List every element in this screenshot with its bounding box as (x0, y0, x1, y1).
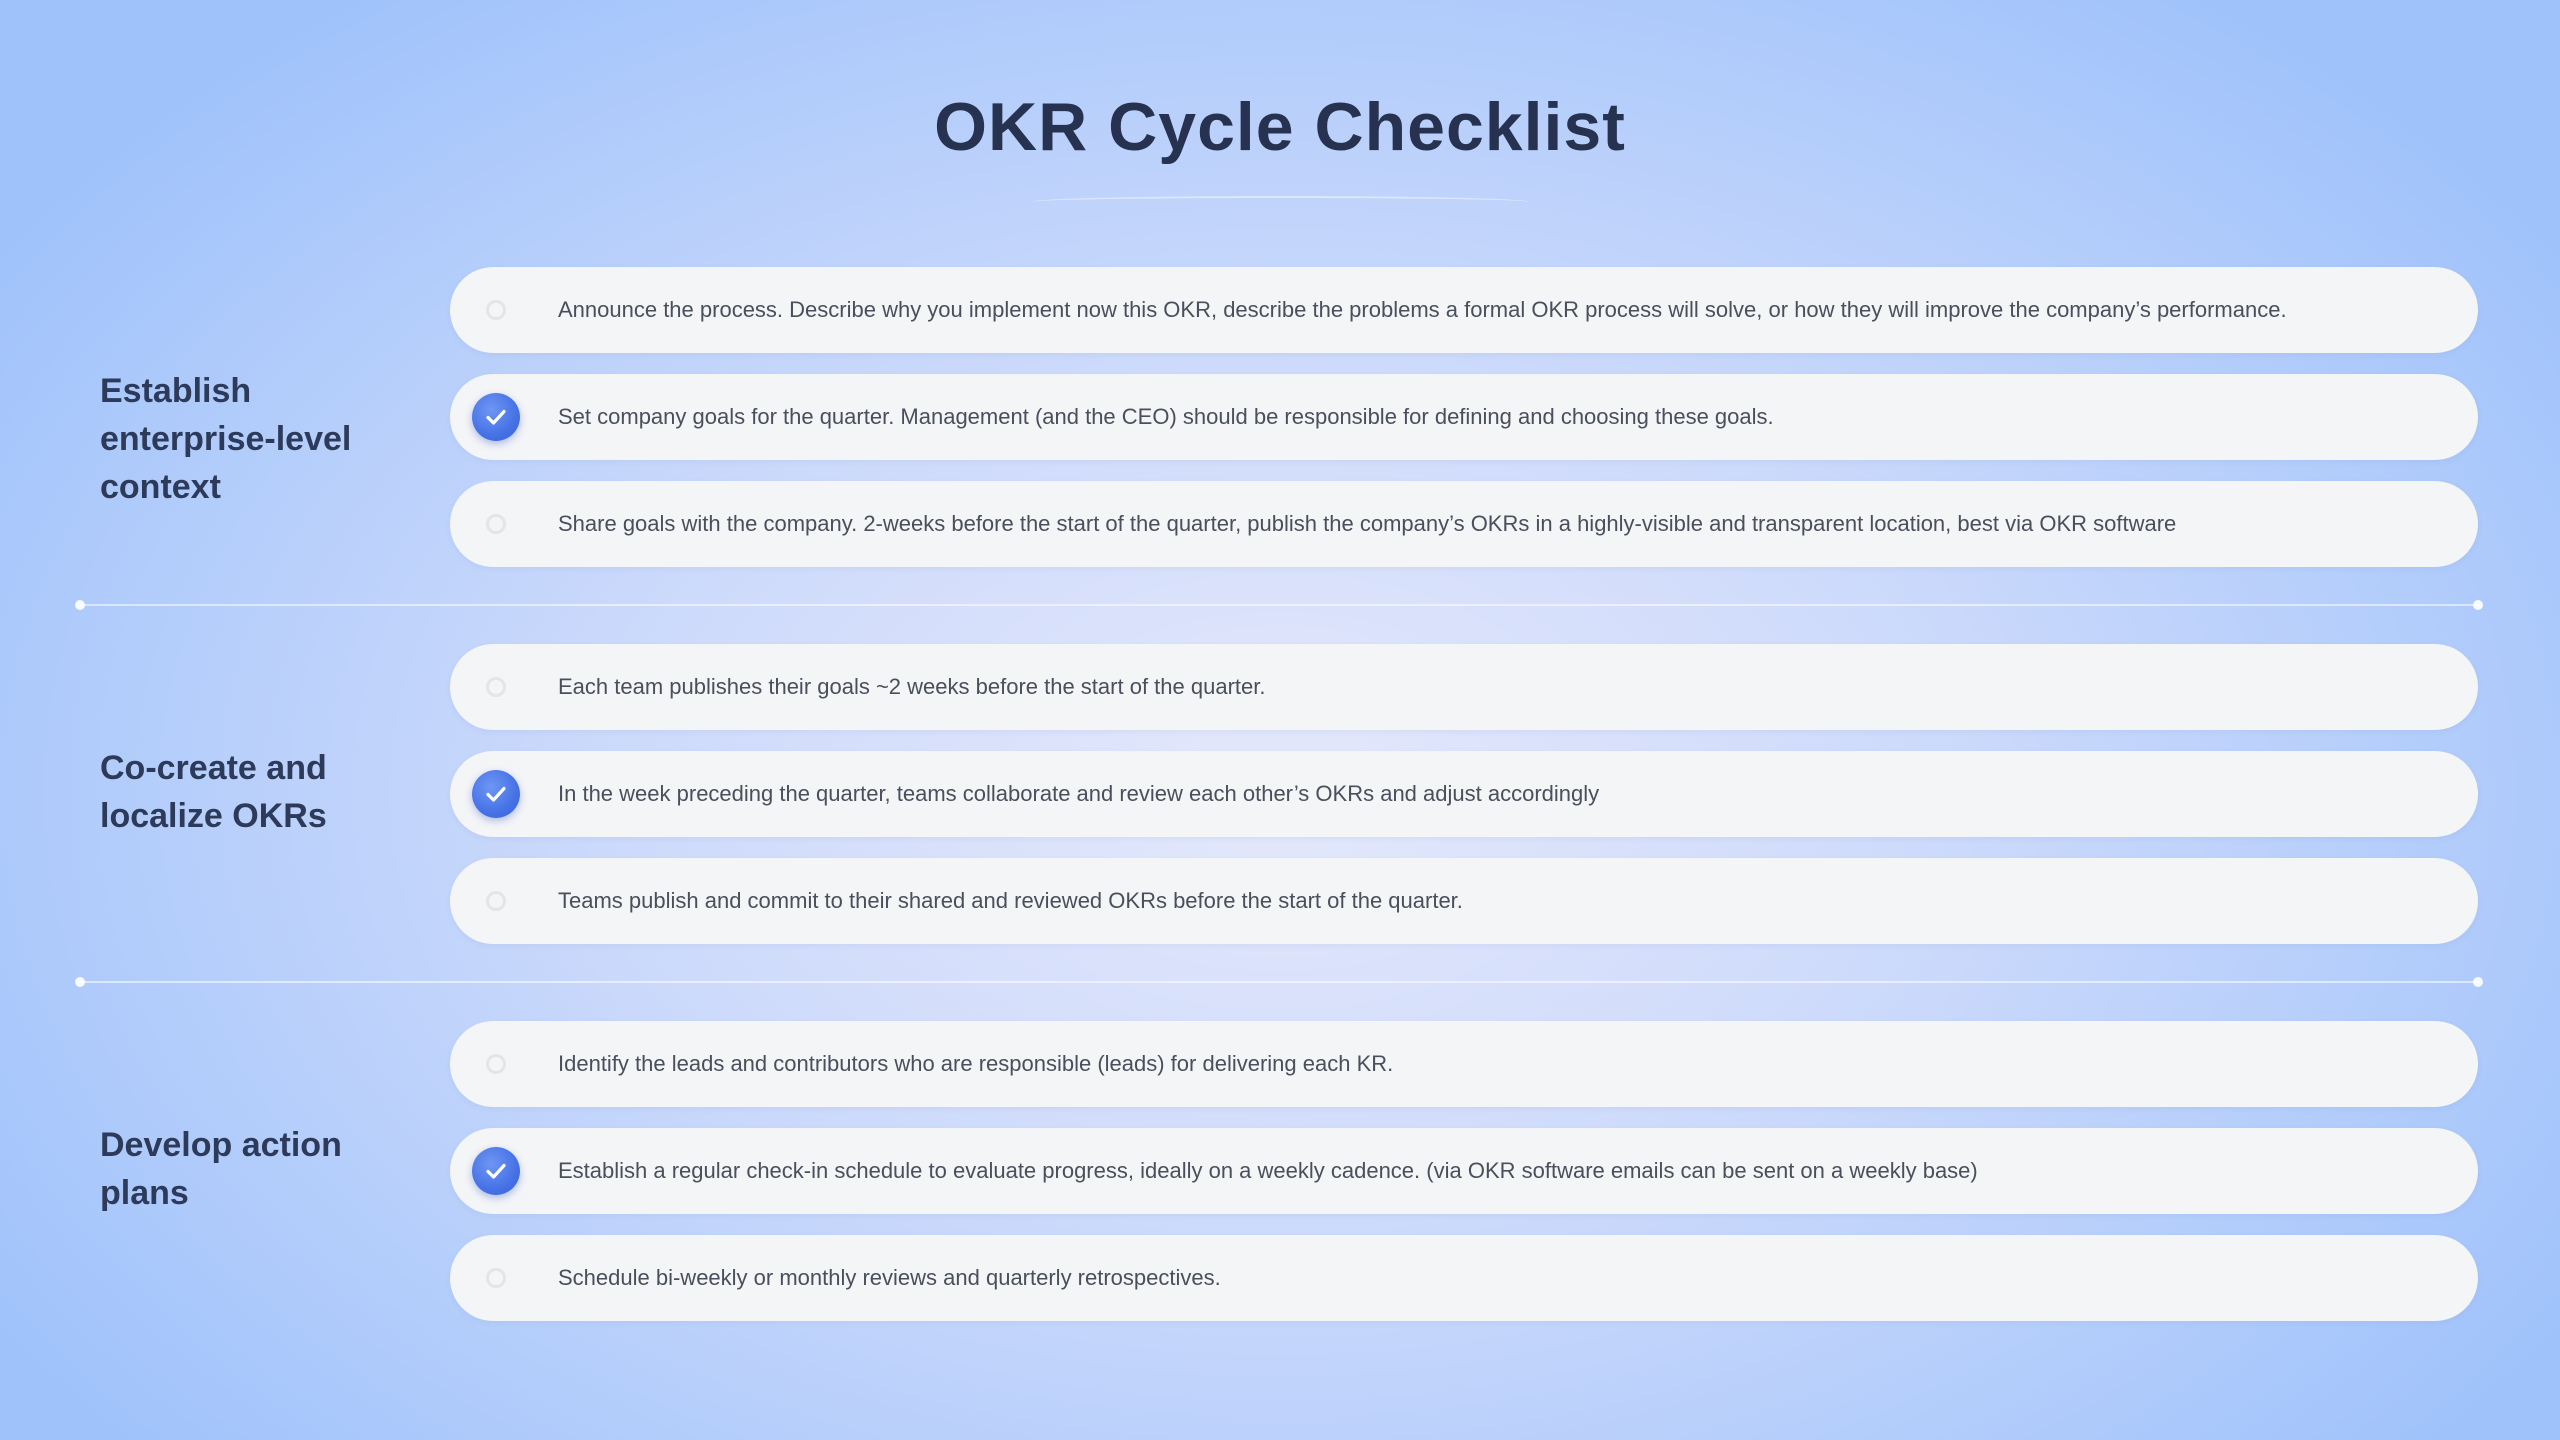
section-enterprise-context (0, 267, 2560, 627)
section-label: Co-create and localize OKRs (100, 749, 327, 835)
checklist-item-text: Schedule bi-weekly or monthly reviews and quarterly retrospectives. (558, 1265, 1221, 1290)
checkbox-unchecked[interactable] (472, 877, 520, 925)
checkmark-icon (483, 1158, 509, 1184)
title-decoration (1030, 196, 1530, 208)
checkbox-unchecked[interactable] (472, 1040, 520, 1088)
section-label: Develop action plans (100, 1126, 342, 1212)
checkbox-unchecked[interactable] (472, 1254, 520, 1302)
empty-circle-icon (486, 1268, 506, 1288)
empty-circle-icon (486, 1054, 506, 1074)
checklist-item[interactable] (450, 1021, 2478, 1107)
empty-circle-icon (486, 677, 506, 697)
checklist-item-text: Identify the leads and contributors who are responsible (leads) for delivering each KR. (558, 1051, 1394, 1076)
checkmark-icon (483, 781, 509, 807)
checklist-item[interactable] (450, 858, 2478, 944)
checklist-item-text: Set company goals for the quarter. Management (and the CEO) should be responsible for defining and choosing these goals. (558, 404, 1774, 429)
checklist-item-text: Announce the process. Describe why you implement now this OKR, describe the problems a formal OKR process will solve, or how they will improve the company’s performance. (558, 297, 2287, 322)
checkbox-checked[interactable] (472, 770, 520, 818)
section-action-plans (0, 1021, 2560, 1381)
checkbox-checked[interactable] (472, 393, 520, 441)
checkmark-icon (483, 404, 509, 430)
checklist-item-text: Establish a regular check-in schedule to evaluate progress, ideally on a weekly cadence. (via OKR software emails can be sent on a weekly base) (558, 1158, 1978, 1183)
checkbox-unchecked[interactable] (472, 286, 520, 334)
checklist-item[interactable] (450, 1128, 2478, 1214)
section-divider (80, 981, 2480, 983)
checklist-item-text: In the week preceding the quarter, teams collaborate and review each other’s OKRs and adjust accordingly (558, 781, 1600, 806)
checklist-item-text: Each team publishes their goals ~2 weeks before the start of the quarter. (558, 674, 1266, 699)
divider-dot (2473, 600, 2483, 610)
empty-circle-icon (486, 514, 506, 534)
section-co-create (0, 644, 2560, 1004)
checklist-item[interactable] (450, 481, 2478, 567)
checklist-item-text: Share goals with the company. 2-weeks before the start of the quarter, publish the company’s OKRs in a highly-visible and transparent location, best via OKR software (558, 511, 2177, 536)
empty-circle-icon (486, 300, 506, 320)
checkbox-unchecked[interactable] (472, 500, 520, 548)
page-title: OKR Cycle Checklist (934, 89, 1626, 165)
checklist-item[interactable] (450, 267, 2478, 353)
empty-circle-icon (486, 891, 506, 911)
divider-dot (75, 600, 85, 610)
checklist-item-text: Teams publish and commit to their shared and reviewed OKRs before the start of the quarter. (558, 888, 1463, 913)
section-divider (80, 604, 2480, 606)
checkbox-unchecked[interactable] (472, 663, 520, 711)
section-label: Establish enterprise-level context (100, 372, 352, 506)
divider-dot (2473, 977, 2483, 987)
checklist-item[interactable] (450, 751, 2478, 837)
checklist-item[interactable] (450, 644, 2478, 730)
checklist-item[interactable] (450, 1235, 2478, 1321)
checkbox-checked[interactable] (472, 1147, 520, 1195)
checklist-item[interactable] (450, 374, 2478, 460)
divider-dot (75, 977, 85, 987)
